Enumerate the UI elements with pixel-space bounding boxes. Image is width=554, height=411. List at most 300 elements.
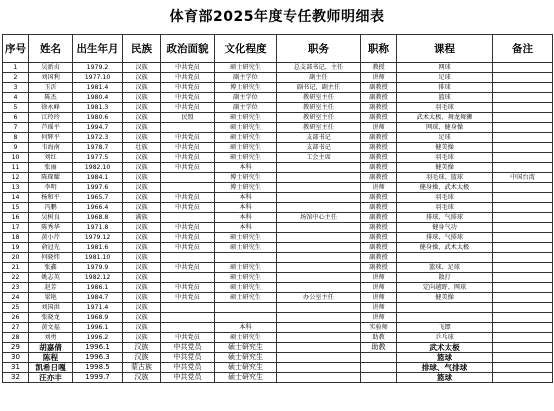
cell-name: 刘国洪 xyxy=(29,303,73,313)
cell-birth: 1998.5 xyxy=(73,363,123,373)
cell-index: 2 xyxy=(3,73,29,83)
cell-ethnicity: 汉族 xyxy=(123,173,161,183)
cell-birth: 1982.10 xyxy=(73,163,123,173)
cell-ethnicity: 汉族 xyxy=(123,333,161,343)
cell-title xyxy=(361,373,397,383)
cell-title: 讲师 xyxy=(361,273,397,283)
cell-education: 硕士研究生 xyxy=(215,283,277,293)
cell-political xyxy=(161,253,215,263)
cell-title: 副教授 xyxy=(361,133,397,143)
cell-education: 硕士研究生 xyxy=(215,373,277,383)
table-row xyxy=(3,263,553,273)
cell-position: 教研室主任 xyxy=(277,123,361,133)
cell-birth: 1996.1 xyxy=(73,343,123,353)
cell-name: 陈杰 xyxy=(29,93,73,103)
cell-education: 硕士研究生 xyxy=(215,123,277,133)
cell-ethnicity: 汉族 xyxy=(123,123,161,133)
cell-birth: 1981.10 xyxy=(73,253,123,263)
cell-political: 中共党员 xyxy=(161,143,215,153)
cell-position: 支部书记 xyxy=(277,143,361,153)
cell-education: 硕士研究生 xyxy=(215,113,277,123)
cell-birth: 1965.7 xyxy=(73,193,123,203)
cell-birth: 1971.4 xyxy=(73,303,123,313)
cell-notes xyxy=(493,193,553,203)
cell-position xyxy=(277,303,361,313)
cell-course xyxy=(397,253,493,263)
cell-notes xyxy=(493,323,553,333)
cell-title: 实验师 xyxy=(361,323,397,333)
cell-title: 讲师 xyxy=(361,283,397,293)
cell-education: 副主学位 xyxy=(215,103,277,113)
page-title: 体育部2025年度专任教师明细表 xyxy=(169,9,385,25)
cell-notes xyxy=(493,363,553,373)
col-header-course: 课程 xyxy=(397,35,493,63)
cell-name: 何晓炜 xyxy=(29,253,73,263)
cell-birth: 1996.1 xyxy=(73,323,123,333)
cell-notes xyxy=(493,353,553,363)
cell-notes xyxy=(493,183,553,193)
cell-ethnicity: 壮族 xyxy=(123,143,161,153)
cell-name: 俞冠光 xyxy=(29,243,73,253)
cell-ethnicity: 汉族 xyxy=(123,223,161,233)
cell-political xyxy=(161,273,215,283)
cell-education xyxy=(215,313,277,323)
cell-birth: 1981.3 xyxy=(73,103,123,113)
cell-name: 韦海南 xyxy=(29,143,73,153)
cell-ethnicity: 汉族 xyxy=(123,103,161,113)
cell-position xyxy=(277,263,361,273)
cell-course: 排球、气排球 xyxy=(397,233,493,243)
cell-course: 羽毛球、篮球 xyxy=(397,173,493,183)
cell-political xyxy=(161,123,215,133)
cell-birth: 1999.7 xyxy=(73,373,123,383)
table-row xyxy=(3,353,553,363)
table-row xyxy=(3,143,553,153)
cell-political xyxy=(161,303,215,313)
cell-position xyxy=(277,343,361,353)
cell-course: 排球、气排球 xyxy=(397,363,493,373)
cell-title: 副教授 xyxy=(361,253,397,263)
teacher-table xyxy=(2,34,553,383)
cell-notes xyxy=(493,233,553,243)
cell-ethnicity: 汉族 xyxy=(123,63,161,73)
cell-ethnicity: 汉族 xyxy=(123,253,161,263)
cell-title: 副教授 xyxy=(361,213,397,223)
table-row xyxy=(3,213,553,223)
table-row xyxy=(3,223,553,233)
table-row xyxy=(3,363,553,373)
cell-education xyxy=(215,253,277,263)
table-row xyxy=(3,173,553,183)
cell-title: 副教授 xyxy=(361,93,397,103)
cell-birth: 1980.6 xyxy=(73,113,123,123)
cell-index: 30 xyxy=(3,353,29,363)
col-header-birth: 出生年月 xyxy=(73,35,123,63)
cell-education: 副主学位 xyxy=(215,73,277,83)
cell-position: 支部书记 xyxy=(277,133,361,143)
cell-birth: 1966.4 xyxy=(73,203,123,213)
cell-index: 28 xyxy=(3,333,29,343)
cell-course: 健身操、武术太极 xyxy=(397,183,493,193)
cell-ethnicity: 汉族 xyxy=(123,73,161,83)
cell-education: 硕士研究生 xyxy=(215,243,277,253)
cell-notes xyxy=(493,143,553,153)
table-row xyxy=(3,63,553,73)
cell-position xyxy=(277,333,361,343)
cell-course xyxy=(397,313,493,323)
cell-course: 足球 xyxy=(397,133,493,143)
cell-education: 硕士研究生 xyxy=(215,333,277,343)
cell-political: 中共党员 xyxy=(161,233,215,243)
cell-notes xyxy=(493,273,553,283)
cell-course: 健身操、武术太极 xyxy=(397,243,493,253)
table-row xyxy=(3,183,553,193)
cell-course: 定向越野、网球 xyxy=(397,283,493,293)
cell-birth: 1968.8 xyxy=(73,213,123,223)
cell-name: 芦瑶平 xyxy=(29,123,73,133)
cell-name: 徐永峰 xyxy=(29,103,73,113)
table-row xyxy=(3,373,553,383)
cell-education: 硕士研究生 xyxy=(215,63,277,73)
cell-title: 助教 xyxy=(361,333,397,343)
cell-political: 中共党员 xyxy=(161,203,215,213)
cell-political: 中共党员 xyxy=(161,193,215,203)
cell-course: 羽毛球 xyxy=(397,193,493,203)
cell-notes xyxy=(493,83,553,93)
cell-education: 硕士研究生 xyxy=(215,233,277,243)
cell-notes xyxy=(493,243,553,253)
cell-name: 陈秀华 xyxy=(29,223,73,233)
table-row xyxy=(3,283,553,293)
cell-course xyxy=(397,303,493,313)
cell-title: 副教授 xyxy=(361,193,397,203)
cell-ethnicity: 汉族 xyxy=(123,273,161,283)
cell-ethnicity: 汉族 xyxy=(123,283,161,293)
cell-birth: 1984.7 xyxy=(73,293,123,303)
cell-title: 讲师 xyxy=(361,293,397,303)
cell-index: 7 xyxy=(3,123,29,133)
cell-name: 赵芳 xyxy=(29,283,73,293)
header-row xyxy=(3,35,553,63)
cell-education: 本科 xyxy=(215,213,277,223)
cell-title: 副教授 xyxy=(361,243,397,253)
cell-education: 本科 xyxy=(215,223,277,233)
cell-title: 讲师 xyxy=(361,303,397,313)
cell-ethnicity: 汉族 xyxy=(123,303,161,313)
cell-political: 中共党员 xyxy=(161,223,215,233)
cell-birth: 1968.9 xyxy=(73,313,123,323)
cell-ethnicity: 汉族 xyxy=(123,313,161,323)
cell-position xyxy=(277,163,361,173)
col-header-index: 序号 xyxy=(3,35,29,63)
cell-ethnicity: 汉族 xyxy=(123,163,161,173)
cell-ethnicity: 汉族 xyxy=(123,83,161,93)
cell-name: 黄小芹 xyxy=(29,233,73,243)
cell-notes xyxy=(493,333,553,343)
cell-name: 杨和平 xyxy=(29,193,73,203)
cell-index: 23 xyxy=(3,283,29,293)
table-row xyxy=(3,293,553,303)
cell-political xyxy=(161,313,215,323)
cell-ethnicity: 汉族 xyxy=(123,293,161,303)
col-header-education: 文化程度 xyxy=(215,35,277,63)
cell-title: 副教授 xyxy=(361,153,397,163)
cell-index: 1 xyxy=(3,63,29,73)
cell-title: 副教授 xyxy=(361,173,397,183)
cell-name: 凯希日嘎 xyxy=(29,363,73,373)
cell-ethnicity: 汉族 xyxy=(123,203,161,213)
cell-political: 中共党员 xyxy=(161,153,215,163)
cell-title: 副教授 xyxy=(361,103,397,113)
table-row xyxy=(3,113,553,123)
cell-index: 32 xyxy=(3,373,29,383)
cell-education: 本科 xyxy=(215,163,277,173)
cell-course: 健美操 xyxy=(397,293,493,303)
cell-education: 博士研究生 xyxy=(215,83,277,93)
col-header-title: 职称 xyxy=(361,35,397,63)
cell-birth: 1979.9 xyxy=(73,263,123,273)
cell-political: 中共党员 xyxy=(161,63,215,73)
cell-birth: 1984.1 xyxy=(73,173,123,183)
cell-title: 讲师 xyxy=(361,183,397,193)
cell-ethnicity: 汉族 xyxy=(123,343,161,353)
cell-title: 副教授 xyxy=(361,143,397,153)
cell-position xyxy=(277,283,361,293)
cell-index: 24 xyxy=(3,293,29,303)
cell-birth: 1996.2 xyxy=(73,333,123,343)
cell-political xyxy=(161,173,215,183)
table-row xyxy=(3,323,553,333)
cell-course: 武术太极 xyxy=(397,343,493,353)
cell-position: 教研室主任 xyxy=(277,93,361,103)
cell-position xyxy=(277,323,361,333)
cell-position xyxy=(277,253,361,263)
cell-course: 散打 xyxy=(397,273,493,283)
cell-index: 3 xyxy=(3,83,29,93)
cell-birth: 1971.8 xyxy=(73,223,123,233)
cell-birth: 1978.7 xyxy=(73,143,123,153)
cell-education: 硕士研究生 xyxy=(215,273,277,283)
cell-index: 31 xyxy=(3,363,29,373)
cell-notes: 中国台湾 xyxy=(493,173,553,183)
cell-education xyxy=(215,303,277,313)
cell-position xyxy=(277,353,361,363)
cell-ethnicity: 汉族 xyxy=(123,93,161,103)
cell-course: 篮球 xyxy=(397,353,493,363)
cell-notes xyxy=(493,343,553,353)
table-row xyxy=(3,83,553,93)
cell-position xyxy=(277,193,361,203)
col-header-ethnicity: 民族 xyxy=(123,35,161,63)
cell-birth: 1972.3 xyxy=(73,133,123,143)
cell-course: 网球 xyxy=(397,63,493,73)
cell-position xyxy=(277,173,361,183)
cell-ethnicity: 汉族 xyxy=(123,233,161,243)
cell-ethnicity: 汉族 xyxy=(123,193,161,203)
cell-political: 中共党员 xyxy=(161,333,215,343)
cell-education: 硕士研究生 xyxy=(215,293,277,303)
table-row xyxy=(3,153,553,163)
cell-course: 排球 xyxy=(397,83,493,93)
cell-index: 6 xyxy=(3,113,29,123)
cell-education: 硕士研究生 xyxy=(215,143,277,153)
cell-course: 健美操 xyxy=(397,163,493,173)
cell-index: 29 xyxy=(3,343,29,353)
cell-position xyxy=(277,183,361,193)
cell-political xyxy=(161,213,215,223)
cell-position: 总支部书记、主任 xyxy=(277,63,361,73)
cell-notes xyxy=(493,203,553,213)
cell-position xyxy=(277,233,361,243)
cell-birth: 1982.12 xyxy=(73,273,123,283)
cell-education: 博士研究生 xyxy=(215,173,277,183)
cell-title: 副教授 xyxy=(361,83,397,93)
cell-birth: 1986.1 xyxy=(73,283,123,293)
cell-notes xyxy=(493,293,553,303)
cell-political: 中共党员 xyxy=(161,83,215,93)
cell-political: 中共党员 xyxy=(161,293,215,303)
cell-political: 中共党员 xyxy=(161,163,215,173)
cell-education: 硕士研究生 xyxy=(215,153,277,163)
cell-birth: 1977.5 xyxy=(73,153,123,163)
cell-index: 21 xyxy=(3,263,29,273)
cell-course: 篮球 xyxy=(397,373,493,383)
cell-index: 11 xyxy=(3,163,29,173)
table-row xyxy=(3,333,553,343)
cell-name: 陈程 xyxy=(29,353,73,363)
cell-index: 27 xyxy=(3,323,29,333)
cell-title: 讲师 xyxy=(361,123,397,133)
cell-ethnicity: 汉族 xyxy=(123,353,161,363)
cell-course: 健身气功 xyxy=(397,223,493,233)
cell-course: 羽毛球 xyxy=(397,203,493,213)
cell-political: 中共党员 xyxy=(161,283,215,293)
cell-course: 足球 xyxy=(397,73,493,83)
table-row xyxy=(3,93,553,103)
table-row xyxy=(3,343,553,353)
cell-political: 中共党员 xyxy=(161,93,215,103)
table-row xyxy=(3,313,553,323)
cell-birth: 1994.7 xyxy=(73,123,123,133)
cell-name: 何辉平 xyxy=(29,133,73,143)
cell-position xyxy=(277,313,361,323)
cell-political: 民盟 xyxy=(161,113,215,123)
cell-index: 15 xyxy=(3,203,29,213)
cell-index: 10 xyxy=(3,153,29,163)
cell-course: 篮球、足球 xyxy=(397,263,493,273)
cell-index: 25 xyxy=(3,303,29,313)
cell-position: 副主任 xyxy=(277,73,361,83)
cell-course: 篮球 xyxy=(397,93,493,103)
cell-title: 副教授 xyxy=(361,233,397,243)
cell-index: 26 xyxy=(3,313,29,323)
cell-position: 场馆中心主任 xyxy=(277,213,361,223)
cell-education: 硕士研究生 xyxy=(215,343,277,353)
cell-name: 胡嘉倩 xyxy=(29,343,73,353)
cell-name: 陈琛耀 xyxy=(29,173,73,183)
cell-notes xyxy=(493,63,553,73)
cell-name: 玉沂 xyxy=(29,83,73,93)
cell-position xyxy=(277,273,361,283)
cell-course: 排球、气排球 xyxy=(397,213,493,223)
cell-position xyxy=(277,363,361,373)
cell-political xyxy=(161,323,215,333)
cell-birth: 1979.12 xyxy=(73,233,123,243)
cell-political: 中共党员 xyxy=(161,103,215,113)
cell-position: 副书记、副主任 xyxy=(277,83,361,93)
cell-title: 副教授 xyxy=(361,263,397,273)
cell-title: 讲师 xyxy=(361,313,397,323)
cell-education: 硕士研究生 xyxy=(215,133,277,143)
cell-index: 9 xyxy=(3,143,29,153)
cell-course: 羽毛球 xyxy=(397,103,493,113)
cell-index: 17 xyxy=(3,223,29,233)
cell-birth: 1996.3 xyxy=(73,353,123,363)
cell-education: 硕士研究生 xyxy=(215,263,277,273)
cell-title: 讲师 xyxy=(361,73,397,83)
cell-name: 李明 xyxy=(29,183,73,193)
cell-title: 副教授 xyxy=(361,203,397,213)
cell-notes xyxy=(493,303,553,313)
cell-education: 博士研究生 xyxy=(215,183,277,193)
cell-ethnicity: 汉族 xyxy=(123,323,161,333)
cell-position xyxy=(277,203,361,213)
cell-ethnicity: 汉族 xyxy=(123,183,161,193)
cell-education: 副主学位 xyxy=(215,93,277,103)
cell-index: 8 xyxy=(3,133,29,143)
cell-birth: 1997.6 xyxy=(73,183,123,193)
cell-name: 刘红 xyxy=(29,153,73,163)
cell-position xyxy=(277,373,361,383)
cell-name: 梁艳 xyxy=(29,293,73,303)
cell-notes xyxy=(493,213,553,223)
col-header-political: 政治面貌 xyxy=(161,35,215,63)
cell-course: 飞镖 xyxy=(397,323,493,333)
cell-name: 吴新贞 xyxy=(29,63,73,73)
table-row xyxy=(3,163,553,173)
cell-index: 12 xyxy=(3,173,29,183)
cell-ethnicity: 汉族 xyxy=(123,133,161,143)
table-row xyxy=(3,303,553,313)
cell-birth: 1981.4 xyxy=(73,83,123,93)
cell-position: 教研室主任 xyxy=(277,103,361,113)
cell-political: 中共党员 xyxy=(161,133,215,143)
cell-title xyxy=(361,353,397,363)
cell-political xyxy=(161,183,215,193)
cell-title: 副教授 xyxy=(361,223,397,233)
cell-notes xyxy=(493,163,553,173)
cell-course: 网球、健身操 xyxy=(397,123,493,133)
cell-title: 助教 xyxy=(361,343,397,353)
cell-education: 硕士研究生 xyxy=(215,363,277,373)
cell-course: 羽毛球 xyxy=(397,153,493,163)
cell-index: 4 xyxy=(3,93,29,103)
cell-position: 教研室主任 xyxy=(277,113,361,123)
cell-notes xyxy=(493,283,553,293)
cell-education: 本科 xyxy=(215,323,277,333)
col-header-notes: 备注 xyxy=(493,35,553,63)
cell-political: 中共党员 xyxy=(161,343,215,353)
table-body xyxy=(3,63,553,383)
cell-position xyxy=(277,223,361,233)
cell-political: 中共党员 xyxy=(161,263,215,273)
cell-notes xyxy=(493,123,553,133)
cell-name: 张丽 xyxy=(29,163,73,173)
cell-name: 刘勇 xyxy=(29,333,73,343)
cell-notes xyxy=(493,153,553,163)
cell-birth: 1981.6 xyxy=(73,243,123,253)
cell-index: 16 xyxy=(3,213,29,223)
